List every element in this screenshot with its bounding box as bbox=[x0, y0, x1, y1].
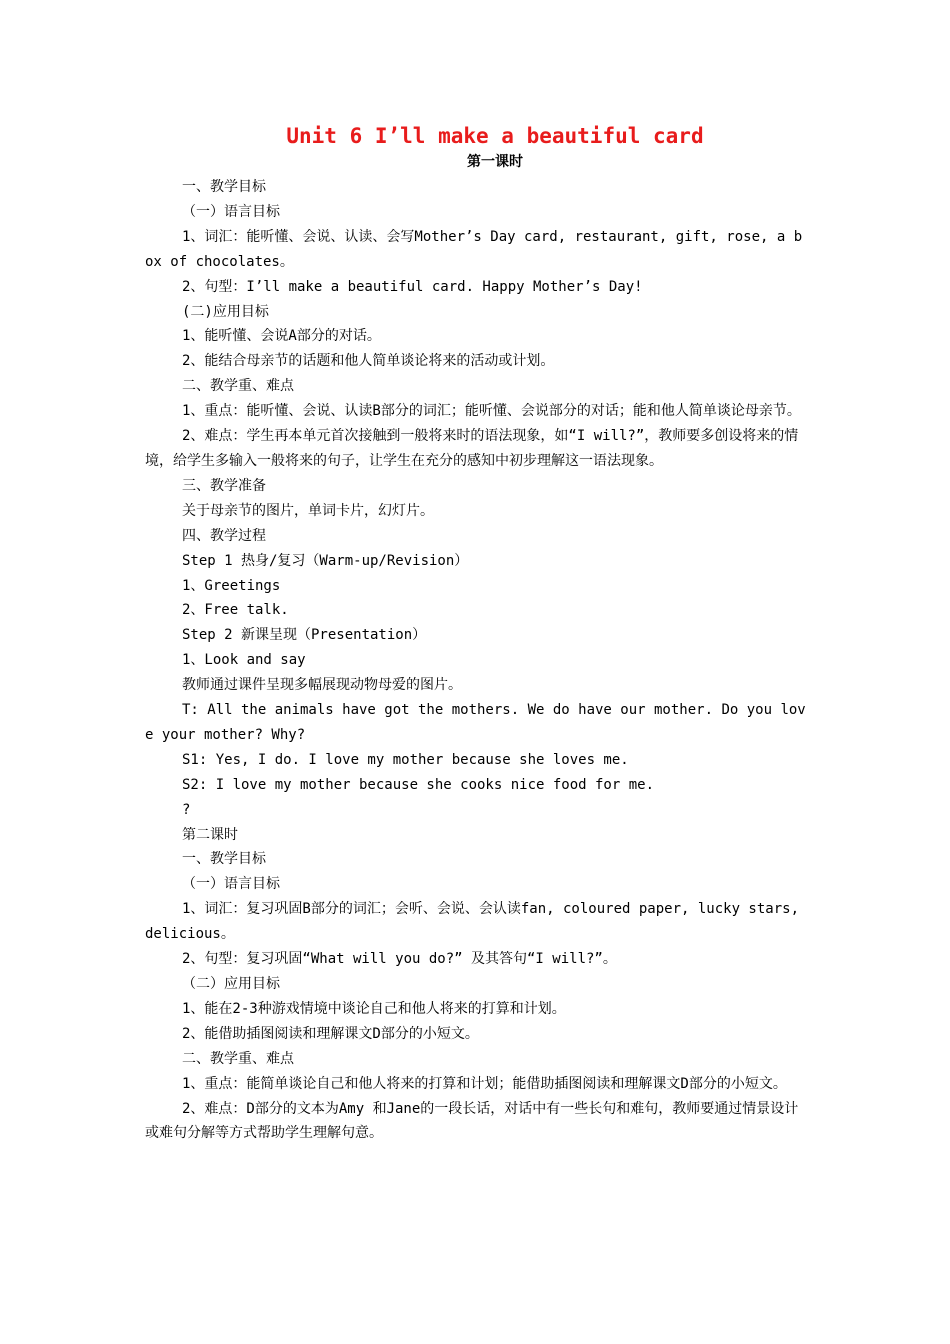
paragraph: 三、教学准备 bbox=[182, 477, 266, 494]
document-body bbox=[145, 175, 810, 1146]
lesson-heading: 第一课时 bbox=[467, 154, 523, 170]
paragraph: 2、能结合母亲节的话题和他人简单谈论将来的活动或计划。 bbox=[182, 353, 555, 370]
paragraph: 四、教学过程 bbox=[182, 527, 266, 544]
paragraph: 1、词汇：能听懂、会说、认读、会写Mother’s Day card, restaurant, gift, rose, a box of chocolates。 bbox=[145, 228, 803, 270]
paragraph: Step 2 新课呈现（Presentation） bbox=[182, 627, 427, 644]
paragraph: （一）语言目标 bbox=[182, 203, 280, 220]
paragraph: 一、教学目标 bbox=[182, 851, 266, 868]
paragraph: S2: I love my mother because she cooks nice food for me. bbox=[182, 776, 655, 793]
paragraph: 1、重点：能听懂、会说、认读B部分的词汇；能听懂、会说部分的对话；能和他人简单谈论母亲节。 bbox=[182, 403, 801, 420]
paragraph: 2、难点：学生再本单元首次接触到一般将来时的语法现象，如“I will?”，教师要多创设将来的情境，给学生多输入一般将来的句子，让学生在充分的感知中初步理解这一语法现象。 bbox=[145, 428, 799, 469]
paragraph: 二、教学重、难点 bbox=[182, 378, 294, 395]
paragraph: 2、Free talk. bbox=[182, 602, 289, 619]
paragraph: Step 1 热身/复习（Warm-up/Revision） bbox=[182, 552, 469, 569]
paragraph: 关于母亲节的图片，单词卡片，幻灯片。 bbox=[182, 502, 434, 519]
paragraph: 二、教学重、难点 bbox=[182, 1050, 294, 1067]
paragraph: S1: Yes, I do. I love my mother because she loves me. bbox=[182, 751, 629, 768]
paragraph: 1、Look and say bbox=[182, 652, 306, 669]
paragraph: 1、能听懂、会说A部分的对话。 bbox=[182, 328, 381, 345]
paragraph: 2、句型：复习巩固“What will you do?” 及其答句“I will?”。 bbox=[182, 951, 617, 968]
paragraph: （一）语言目标 bbox=[182, 876, 280, 893]
paragraph: 2、能借助插图阅读和理解课文D部分的小短文。 bbox=[182, 1025, 479, 1042]
paragraph: 1、词汇：复习巩固B部分的词汇；会听、会说、会认读fan, coloured paper, lucky stars, delicious。 bbox=[145, 901, 808, 943]
paragraph: 第二课时 bbox=[182, 826, 238, 843]
paragraph: (二)应用目标 bbox=[182, 303, 269, 320]
paragraph: 1、重点：能简单谈论自己和他人将来的打算和计划；能借助插图阅读和理解课文D部分的小短文。 bbox=[182, 1075, 787, 1092]
paragraph: T: All the animals have got the mothers. We do have our mother. Do you love your mother? Why? bbox=[145, 702, 806, 743]
document-title: Unit 6 I’ll make a beautiful card bbox=[286, 124, 704, 148]
paragraph: 2、难点：D部分的文本为Amy 和Jane的一段长话，对话中有一些长句和难句，教师要通过情景设计或难句分解等方式帮助学生理解句意。 bbox=[145, 1100, 799, 1142]
paragraph: ? bbox=[182, 801, 191, 818]
paragraph: 一、教学目标 bbox=[182, 179, 266, 195]
paragraph: 1、能在2-3种游戏情境中谈论自己和他人将来的打算和计划。 bbox=[182, 1000, 566, 1017]
paragraph: 2、句型：I’ll make a beautiful card. Happy Mother’s Day! bbox=[182, 278, 643, 295]
paragraph: 教师通过课件呈现多幅展现动物母爱的图片。 bbox=[182, 677, 462, 694]
paragraph: （二）应用目标 bbox=[182, 976, 280, 992]
paragraph: 1、Greetings bbox=[182, 577, 281, 594]
